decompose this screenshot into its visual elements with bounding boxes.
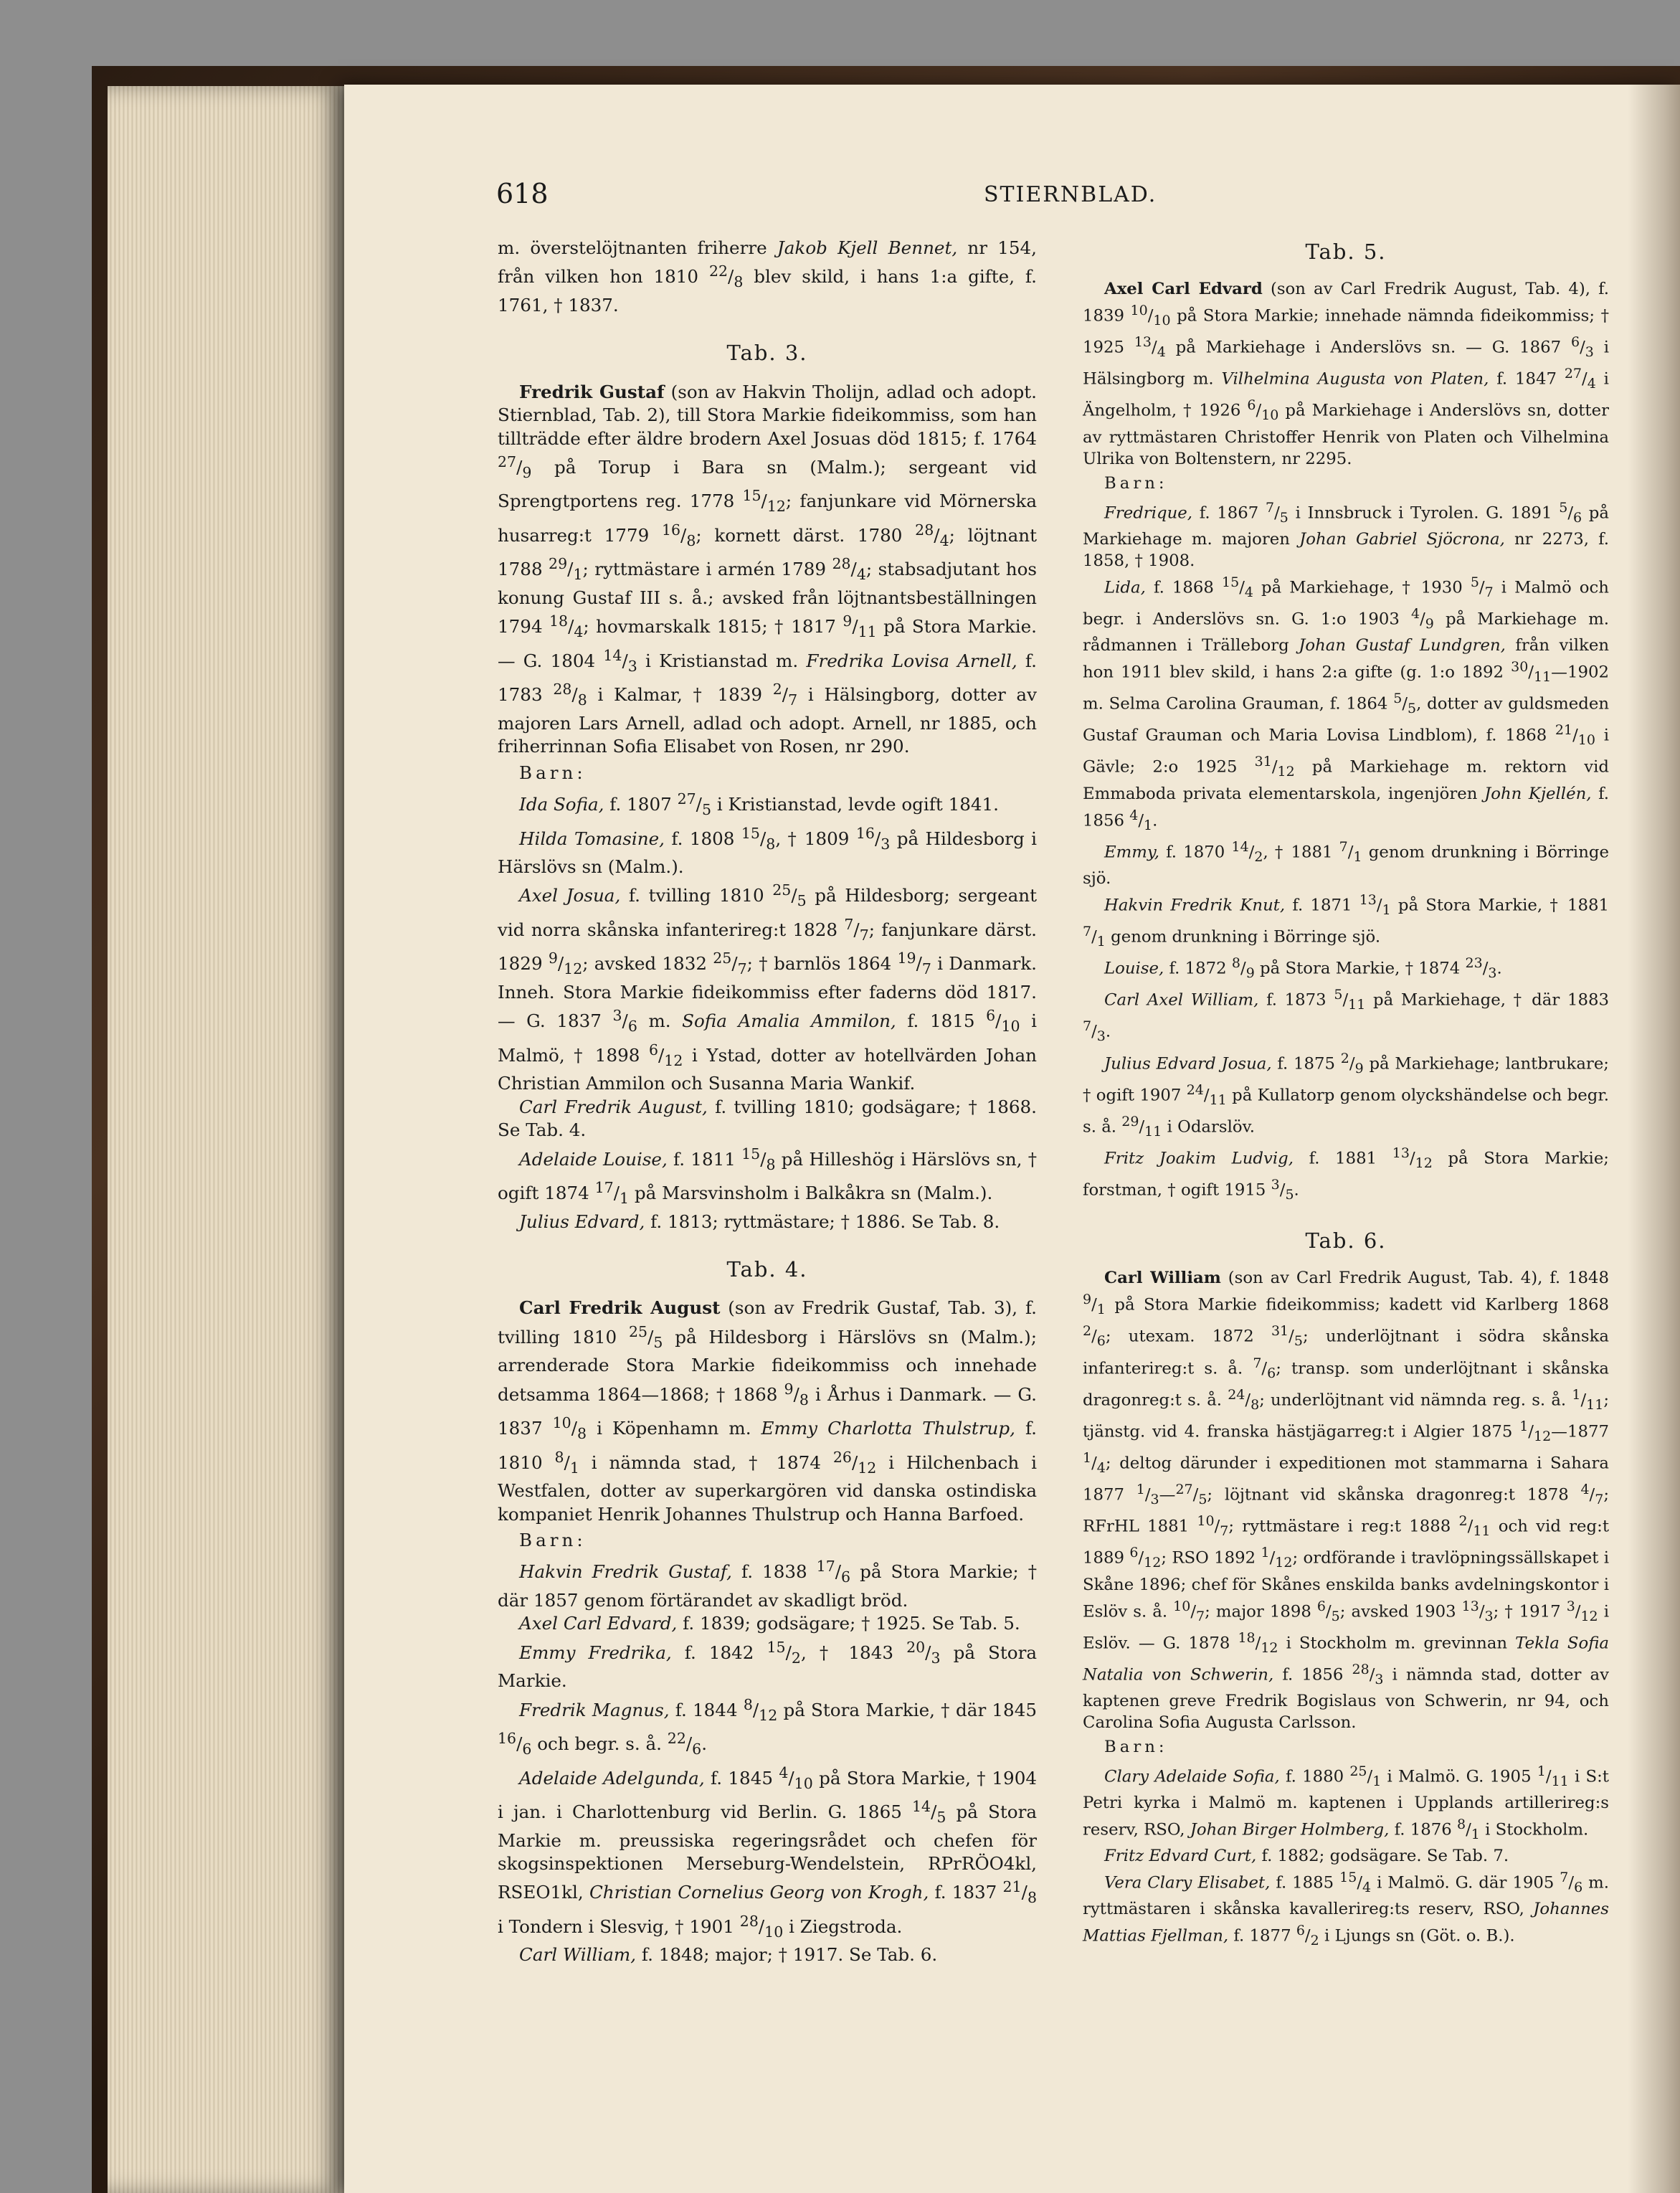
genealogy-entry: Axel Josua, f. tvilling 1810 $^{25}/_5$ på Hildesborg; sergeant vid norra skånska infanterireg:t 1828 $^7/_7$; fanjunkare därst. 1829 $^9/_{12}$; avsked 1832 $^{25}/_7$; † barnlös 1864 $^{19}/_7$ i Danmark. Inneh. Stora Markie fideikommiss efter faderns död 1817. — G. 1837 $^3/_6$ m. Sofia Amalia Ammilon, f. 1815 $^6/_{10}$ i Malmö, † 1898 $^6/_{12}$ i Ystad, dotter av hotellvärden Johan Christian Ammilon och Susanna Maria Wankif. (498, 881, 1037, 1094)
genealogy-entry: Lida, f. 1868 $^{15}/_4$ på Markiehage, † 1930 $^5/_7$ i Malmö och begr. i Anderslövs sn. G. 1:o 1903 $^4/_9$ på Markiehage m. rådmannen i Trälleborg Johan Gustaf Lundgren, från vilken hon 1911 blev skild, i hans 2:a gifte (g. 1:o 1892 $^{30}/_{11}—1902$ m. Selma Carolina Grauman, f. 1864 $^5/_5$, dotter av guldsmeden Gustaf Grauman och Maria Lovisa Lindblom), f. 1868 $^{21}/_{10}$ i Gävle; 2:o 1925 $^{31}/_{12}$ på Markiehage m. rektorn vid Emmaboda privata elementarskola, ingenjören John Kjellén, f. 1856 $^4/_1$. (1083, 574, 1610, 833)
genealogy-entry: Vera Clary Elisabet, f. 1885 $^{15}/_4$ i Malmö. G. där 1905 $^7/_6$ m. ryttmästaren i skånska kavallerireg:ts reserv, RSO, Johannes Mattias Fjellman, f. 1877 $^6/_2$ i Ljungs sn (Göt. o. B.). (1083, 1870, 1609, 1949)
running-title: STIERNBLAD. (984, 182, 1157, 207)
genealogy-entry: Fredrique, f. 1867 $^7/_5$ i Innsbruck i Tyrolen. G. 1891 $^5/_6$ på Markiehage m. majoren Johan Gabriel Sjöcrona, nr 2273, f. 1858, † 1908. (1083, 499, 1609, 570)
table-heading: Tab. 6. (1305, 1228, 1387, 1254)
genealogy-entry: Axel Carl Edvard, f. 1839; godsägare; † 1925. Se Tab. 5. (519, 1613, 1020, 1634)
genealogy-entry: Emmy Fredrika, f. 1842 $^{15}/_2$, † 1843 $^{20}/_3$ på Stora Markie. (498, 1638, 1037, 1692)
genealogy-entry: Carl William (son av Carl Fredrik August, Tab. 4), f. 1848 $^9/_1$ på Stora Markie fideikommiss; kadett vid Karlberg 1868 $^2/_6$; utexam. 1872 $^{31}/_5$; underlöjtnant i södra skånska infanterireg:t s. å. $^7/_6$; transp. som underlöjtnant i skånska dragonreg:t s. å. $^{24}/_8$; underlöjtnant vid nämnda reg. s. å. $^1/_{11}$; tjänstg. vid 4. franska hästjägarreg:t i Algier 1875 $^1/_{12}—1877$ $^1/_4$; deltog därunder i expeditionen mot stammarna i Sahara 1877 $^1/_3—^{27}/_5$; löjtnant vid skånska dragonreg:t 1878 $^4/_7$; RFrHL 1881 $^{10}/_7$; ryttmästare i reg:t 1888 $^2/_{11}$ och vid reg:t 1889 $^6/_{12}$; RSO 1892 $^1/_{12}$; ordförande i travlöpningssällskapet i Skåne 1896; chef för Skånes enskilda banks avdelningskontor i Eslöv s. å. $^{10}/_7$; major 1898 $^6/_5$; avsked 1903 $^{13}/_3$; † 1917 $^3/_{12}$ i Eslöv. — G. 1878 $^{18}/_{12}$ i Stockholm m. grevinnan Tekla Sofia Natalia von Schwerin, f. 1856 $^{28}/_3$ i nämnda stad, dotter av kaptenen greve Fredrik Bogislaus von Schwerin, nr 94, och Carolina Sofia Augusta Carlsson. (1083, 1269, 1609, 1732)
page-number: 618 (496, 178, 549, 209)
genealogy-entry: Fredrik Gustaf (son av Hakvin Tholijn, adlad och adopt. Stiernblad, Tab. 2), till Stora Markie fideikommiss, som han tillträdde efter äldre brodern Axel Josuas död 1815; f. 1764 $^{27}/_9$ på Torup i Bara sn (Malm.); sergeant vid Sprengtportens reg. 1778 $^{15}/_{12}$; fanjunkare vid Mörnerska husarreg:t 1779 $^{16}/_8$; kornett därst. 1780 $^{28}/_4$; löjtnant 1788 $^{29}/_1$; ryttmästare i armén 1789 $^{28}/_4$; stabsadjutant hos konung Gustaf III s. å.; avsked från löjtnantsbeställningen 1794 $^{18}/_4$; hovmarskalk 1815; † 1817 $^9/_{11}$ på Stora Markie. — G. 1804 $^{14}/_3$ i Kristianstad m. Fredrika Lovisa Arnell, f. 1783 $^{28}/_8$ i Kalmar, † 1839 $^2/_7$ i Hälsingborg, dotter av majoren Lars Arnell, adlad och adopt. Arnell, nr 1885, och friherrinnan Sofia Elisabet von Rosen, nr 290. (498, 381, 1038, 757)
genealogy-entry: Adelaide Adelgunda, f. 1845 $^4/_{10}$ på Stora Markie, † 1904 i jan. i Charlottenburg vid Berlin. G. 1865 $^{14}/_5$ på Stora Markie m. preussiska regeringsrådet och chefen för skogsinspektionen Merseburg-Wendelstein, RPrRÖO4kl, RSEO1kl, Christian Cornelius Georg von Krogh, f. 1837 $^{21}/_8$ i Tondern i Slesvig, † 1901 $^{28}/_{10}$ i Ziegstroda. (498, 1763, 1037, 1941)
page-edges (108, 86, 344, 2193)
children-heading: Barn: (1104, 473, 1168, 493)
genealogy-entry: Adelaide Louise, f. 1811 $^{15}/_8$ på Hilleshög i Härslövs sn, † ogift 1874 $^{17}/_1$ på Marsvinsholm i Balkåkra sn (Malm.). (498, 1145, 1037, 1208)
children-heading: Barn: (519, 1530, 587, 1551)
right-column (1083, 237, 1609, 1951)
children-heading: Barn: (519, 762, 587, 783)
genealogy-entry: Fritz Joakim Ludvig, f. 1881 $^{13}/_{12}$ på Stora Markie; forstman, † ogift 1915 $^3/_5$. (1083, 1145, 1609, 1203)
genealogy-entry: Carl William, f. 1848; major; † 1917. Se Tab. 6. (519, 1944, 938, 1966)
genealogy-entry: Louise, f. 1872 $^8/_9$ på Stora Markie, † 1874 $^{23}/_3$. (1104, 955, 1502, 982)
genealogy-entry: Clary Adelaide Sofia, f. 1880 $^{25}/_1$ i Malmö. G. 1905 $^1/_{11}$ i S:t Petri kyrka i Malmö m. kaptenen i Upplands artillerireg:s reserv, RSO, Johan Birger Holmberg, f. 1876 $^8/_1$ i Stockholm. (1083, 1763, 1609, 1843)
genealogy-entry: Carl Fredrik August (son av Fredrik Gustaf, Tab. 3), f. tvilling 1810 $^{25}/_5$ på Hildesborg i Härslövs sn (Malm.); arrenderade Stora Markie fideikommiss och innehade detsamma 1864—1868; † 1868 $^9/_8$ i Århus i Danmark. — G. 1837 $^{10}/_8$ i Köpenhamn m. Emmy Charlotta Thulstrup, f. 1810 $^8/_1$ i nämnda stad, † 1874 $^{26}/_{12}$ i Hilchenbach i Westfalen, dotter av superkargören vid danska ostindiska kompaniet Henrik Johannes Thulstrup och Hanna Barfoed. (498, 1297, 1037, 1525)
children-heading: Barn: (1104, 1737, 1168, 1756)
genealogy-entry: Carl Fredrik August, f. tvilling 1810; godsägare; † 1868. Se Tab. 4. (498, 1096, 1038, 1141)
genealogy-entry: Hakvin Fredrik Knut, f. 1871 $^{13}/_1$ på Stora Markie, † 1881 $^7/_1$ genom drunkning i Börringe sjö. (1083, 891, 1609, 950)
genealogy-entry: Fredrik Magnus, f. 1844 $^8/_{12}$ på Stora Markie, † där 1845 $^{16}/_6$ och begr. s. å. $^{22}/_6$. (498, 1695, 1038, 1758)
table-heading: Tab. 4. (726, 1257, 808, 1282)
genealogy-entry: Carl Axel William, f. 1873 $^5/_{11}$ på Markiehage, † där 1883 $^7/_3$. (1083, 987, 1609, 1045)
genealogy-entry: Julius Edvard Josua, f. 1875 $^2/_9$ på Markiehage; lantbrukare; † ogift 1907 $^{24}/_{11}$ på Kullatorp genom olyckshändelse och begr. s. å. $^{29}/_{11}$ i Odarslöv. (1083, 1050, 1609, 1140)
genealogy-entry: Ida Sofia, f. 1807 $^{27}/_5$ i Kristianstad, levde ogift 1841. (519, 790, 999, 819)
genealogy-entry: Fritz Edvard Curt, f. 1882; godsägare. Se Tab. 7. (1104, 1847, 1509, 1866)
genealogy-entry: m. överstelöjtnanten friherre Jakob Kjell Bennet, nr 154, från vilken hon 1810 $^{22}/_8$ blev skild, i hans 1:a gifte, f. 1761, † 1837. (498, 237, 1037, 316)
genealogy-entry: Hilda Tomasine, f. 1808 $^{15}/_8$, † 1809 $^{16}/_3$ på Hildesborg i Härslövs sn (Malm.). (498, 824, 1037, 878)
genealogy-entry: Axel Carl Edvard (son av Carl Fredrik August, Tab. 4), f. 1839 $^{10}/_{10}$ på Stora Markie; innehade nämnda fideikommiss; † 1925 $^{13}/_4$ på Markiehage i Anderslövs sn. — G. 1867 $^6/_3$ i Hälsingborg m. Vilhelmina Augusta von Platen, f. 1847 $^{27}/_4$ i Ängelholm, † 1926 $^6/_{10}$ på Markiehage i Anderslövs sn, dotter av ryttmästaren Christoffer Henrik von Platen och Vilhelmina Ulrika von Boltenstern, nr 2295. (1083, 280, 1609, 468)
genealogy-entry: Emmy, f. 1870 $^{14}/_2$, † 1881 $^7/_1$ genom drunkning i Börringe sjö. (1083, 838, 1609, 888)
page-gutter (1628, 85, 1680, 2193)
table-heading: Tab. 3. (726, 341, 808, 366)
left-column (498, 237, 1037, 1967)
genealogy-entry: Hakvin Fredrik Gustaf, f. 1838 $^{17}/_6$ på Stora Markie; † där 1857 genom förtärandet av skadligt bröd. (498, 1558, 1038, 1611)
genealogy-entry: Julius Edvard, f. 1813; ryttmästare; † 1886. Se Tab. 8. (519, 1211, 1000, 1232)
table-heading: Tab. 5. (1305, 240, 1387, 264)
